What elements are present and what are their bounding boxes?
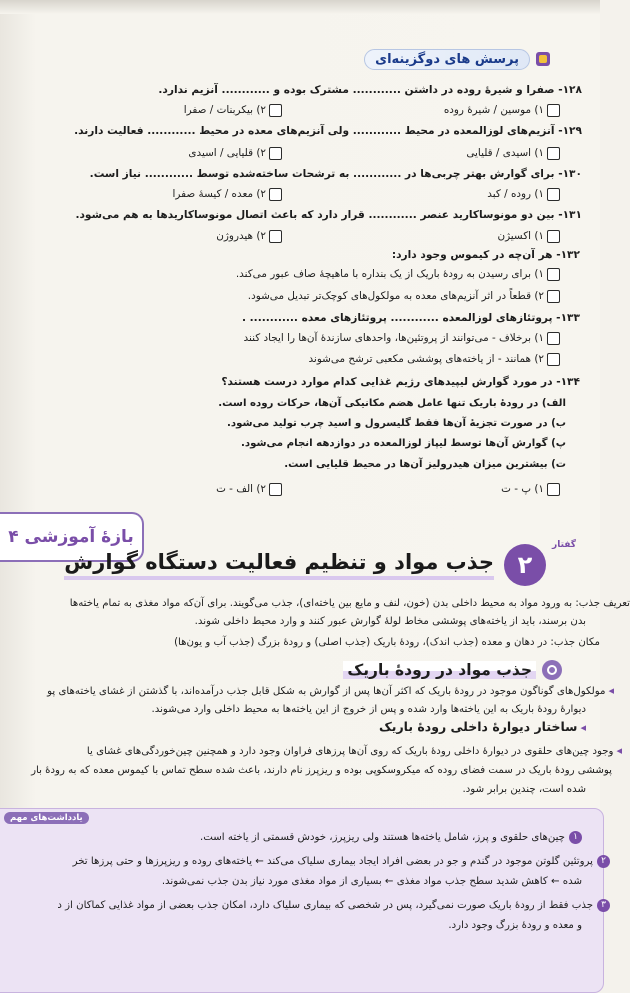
- definition-line-2: بدن برسند، باید از یاخته‌های پوششی مخاط لولهٔ گوارش عبور کنند و وارد محیط داخلی شوند.: [194, 616, 586, 627]
- checkbox[interactable]: [547, 147, 560, 160]
- subsection-heading: [343, 660, 562, 680]
- question-130-option-1[interactable]: ۱) روده / کبد: [487, 187, 560, 202]
- checkbox[interactable]: [547, 230, 560, 243]
- question-132-option-1[interactable]: ۱) برای رسیدن به رودهٔ باریک از یک بنداره با ماهیچهٔ صاف عبور می‌کند.: [236, 267, 560, 282]
- checkbox[interactable]: [547, 332, 560, 345]
- statement-c: پ) گوارش آن‌ها توسط لیپاز لوزالمعده در دوازدهه انجام می‌شود.: [240, 438, 566, 449]
- para2-line-1: ◂وجود چین‌های حلقوی در دیوارهٔ داخلی رودهٔ باریک که روی آن‌ها پرزهای فراوان وجود دارد و همچنین چین‌خوردگی‌های غشای یا: [86, 744, 622, 757]
- para1-line-2: دیوارهٔ رودهٔ باریک به این یاخته‌ها وارد شده و پس از خروج از این یاخته‌ها به محیط داخلی وارد می‌شوند.: [151, 704, 586, 715]
- question-130-stem: ۱۳۰- برای گوارش بهتر چربی‌ها در ............ به ترشحات ساخته‌شده توسط ............ نیاز است.: [89, 168, 582, 180]
- chapter-title: جذب مواد و تنظیم فعالیت دستگاه گوارش: [64, 550, 494, 580]
- checkbox[interactable]: [269, 104, 282, 117]
- note-number-icon: ۲: [597, 855, 610, 868]
- question-128-option-1[interactable]: ۱) موسین / شیرهٔ روده: [444, 103, 560, 118]
- question-133-option-1[interactable]: ۱) برخلاف - می‌توانند از پروتئین‌ها، واحدهای سازندهٔ آن‌ها را ایجاد کنند: [244, 331, 560, 346]
- question-133-stem: ۱۳۳- پروتئازهای لوزالمعده ............ پروتئازهای معده ............ .: [241, 312, 580, 324]
- question-131-option-1[interactable]: ۱) اکسیژن: [497, 229, 560, 244]
- question-131-option-2[interactable]: ۲) هیدروژن: [216, 229, 282, 244]
- definition-line-1: تعریف جذب: به ورود مواد به محیط داخلی بدن (خون، لنف و مایع بین یاخته‌ای)، جذب می‌گویند. برای آن‌که مواد مغذی به تمام یاخته‌ها: [69, 598, 630, 609]
- checkbox[interactable]: [269, 483, 282, 496]
- section-tab-label: بازهٔ آموزشی ۴: [8, 527, 134, 547]
- checkbox[interactable]: [269, 188, 282, 201]
- checkbox[interactable]: [547, 188, 560, 201]
- note-number-icon: ۳: [597, 899, 610, 912]
- question-134-stem: ۱۳۴- در مورد گوارش لیپیدهای رژیم غذایی کدام موارد درست هستند؟: [221, 376, 580, 388]
- note-1: ۱چین‌های حلقوی و پرز، شامل یاخته‌ها هستند ولی ریزپرز، خودش قسمتی از یاخته است.: [200, 830, 582, 846]
- note-tag: یادداشت‌های مهم: [4, 812, 89, 824]
- note-number-icon: ۱: [569, 831, 582, 844]
- gofter-label: گفتار: [552, 540, 576, 550]
- subsection-title: جذب مواد در رودهٔ باریک: [343, 661, 536, 679]
- checkbox[interactable]: [269, 230, 282, 243]
- statement-b: ب) در صورت تجزیهٔ آن‌ها فقط گلیسرول و اسید چرب تولید می‌شود.: [227, 418, 566, 429]
- question-132-option-2[interactable]: ۲) قطعاً در اثر آنزیم‌های معده به مولکول‌های کوچک‌تر تبدیل می‌شود.: [248, 289, 560, 304]
- para1-line-1: ◂مولکول‌های گوناگون موجود در رودهٔ باریک که اکثر آن‌ها پس از گوارش به شکل قابل جذب درآمده‌اند، با گذشتن از غشای یاخته‌های پو: [47, 684, 614, 697]
- checkbox[interactable]: [547, 104, 560, 117]
- question-block-icon: [536, 52, 550, 66]
- checkbox[interactable]: [547, 483, 560, 496]
- page-top-edge: [0, 0, 600, 14]
- question-134-option-2[interactable]: ۲) الف - ت: [216, 482, 282, 497]
- checkbox[interactable]: [547, 353, 560, 366]
- question-134-option-1[interactable]: ۱) پ - ت: [501, 482, 560, 497]
- question-block-header: [364, 46, 550, 72]
- question-132-stem: ۱۳۲- هر آن‌چه در کیموس وجود دارد:: [391, 249, 580, 261]
- question-block-title: پرسش های دوگزینه‌ای: [364, 49, 530, 70]
- statement-d: ت) بیشترین میزان هیدرولیز آن‌ها در محیط قلیایی است.: [284, 459, 566, 470]
- question-133-option-2[interactable]: ۲) همانند - از یاخته‌های پوششی مکعبی ترشح می‌شوند: [308, 352, 560, 367]
- question-131-stem: ۱۳۱- بین دو مونوساکارید عنصر ............ قرار دارد که باعث اتصال مونوساکاریدها به هم می‌شود.: [75, 209, 582, 221]
- question-129-stem: ۱۲۹- آنزیم‌های لوزالمعده در محیط ............ ولی آنزیم‌های معده در محیط ............ فعالیت دارند.: [74, 125, 582, 137]
- chapter-number-badge: ۲: [504, 544, 546, 586]
- note-2a: ۲پروتئین گلوتن موجود در گندم و جو در بعضی افراد ایجاد بیماری سلیاک می‌کند ← یاخته‌های روده و ریزپرزها و حتی پرزها تخر: [73, 854, 610, 870]
- question-129-option-1[interactable]: ۱) اسیدی / قلیایی: [466, 146, 560, 161]
- note-3a: ۳جذب فقط از رودهٔ باریک صورت نمی‌گیرد، پس در شخصی که بیماری سلیاک دارد، امکان جذب بعضی از مواد غذایی کماکان از د: [57, 898, 610, 914]
- bullet-arrow-icon: ◂: [580, 721, 586, 734]
- question-130-option-2[interactable]: ۲) معده / کیسهٔ صفرا: [173, 187, 282, 202]
- chapter-heading: [64, 544, 546, 586]
- question-129-option-2[interactable]: ۲) قلیایی / اسیدی: [188, 146, 282, 161]
- para2-line-2: پوششی رودهٔ باریک در سمت فضای روده که میکروسکوپی بوده و ریزپرز نام دارند، باعث شده سطح تماس با کیموس معده که به رودهٔ بار: [31, 765, 612, 776]
- note-3b: و معده و رودهٔ بزرگ وجود دارد.: [448, 920, 582, 931]
- definition-line-3: مکان جذب: در دهان و معده (جذب اندک)، رودهٔ باریک (جذب اصلی) و رودهٔ بزرگ (جذب آب و یون‌ها): [174, 637, 600, 648]
- checkbox[interactable]: [269, 147, 282, 160]
- question-128-stem: ۱۲۸- صفرا و شیرهٔ روده در داشتن ............ مشترک بوده و ............ آنزیم ندارد.: [158, 84, 582, 96]
- bullet-arrow-icon: ◂: [616, 744, 622, 757]
- statement-a: الف) در رودهٔ باریک تنها عامل هضم مکانیکی آن‌ها، حرکات روده است.: [218, 398, 566, 409]
- para2-line-3: شده است، چندین برابر شود.: [462, 784, 586, 795]
- bullet-arrow-icon: ◂: [608, 684, 614, 697]
- checkbox[interactable]: [547, 290, 560, 303]
- question-128-option-2[interactable]: ۲) بیکربنات / صفرا: [184, 103, 282, 118]
- checkbox[interactable]: [547, 268, 560, 281]
- subsection-icon: [542, 660, 562, 680]
- note-2b: شده ← کاهش شدید سطح جذب مواد مغذی ← بسیاری از مواد مغذی مورد نیاز بدن جذب نمی‌شوند.: [161, 876, 582, 887]
- structure-heading: ◂ساختار دیوارهٔ داخلی رودهٔ باریک: [378, 719, 586, 734]
